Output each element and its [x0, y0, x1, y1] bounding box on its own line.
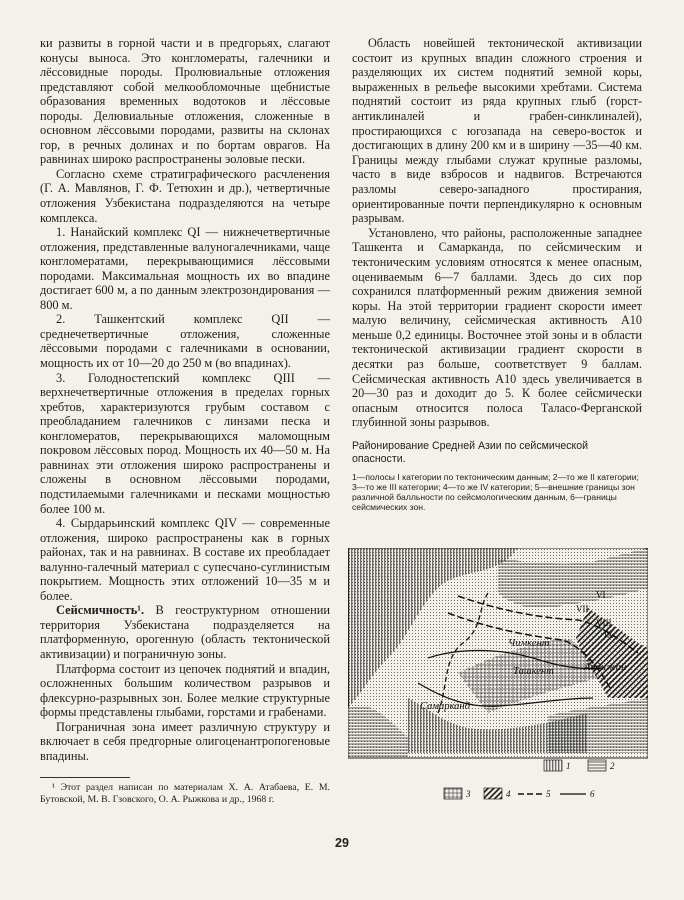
paragraph: 1. Нанайский комплекс QI — нижнечетвертичные отложения, представленные валуногалечниками, чаще конгломератами, перекрывающимися лёссовыми породами. Максимальная мощность их во впадине достигает 600 м, а по данным электрозондирования — 800 м.: [40, 225, 330, 312]
legend-number: 4: [506, 789, 511, 799]
zone-number-label: IX: [604, 630, 614, 640]
seismic-zoning-map: [348, 548, 648, 818]
city-label: Андижан: [584, 662, 627, 673]
footnote-divider: [40, 777, 130, 778]
zone-number-label: VI: [596, 590, 606, 600]
legend-number: 5: [546, 789, 551, 799]
right-column: [352, 36, 642, 512]
legend-swatch-2: [588, 760, 606, 771]
paragraph: Пограничная зона имеет различную структуру и включает в себя предгорные олигоценантропогеновые впадины.: [40, 719, 330, 763]
legend-swatch-3: [444, 788, 462, 799]
city-label: Ташкент: [513, 666, 554, 677]
paragraph: [40, 603, 330, 661]
paragraph: Согласно схеме стратиграфического расчленения (Г. А. Мавлянов, Г. Ф. Тетюхин и др.), четвертичные отложения Узбекистана подразделяются на четыре комплекса.: [40, 166, 330, 225]
section-heading: Сейсмичность¹.: [56, 603, 145, 618]
figure-legend: 1—полосы I категории по тектоническим данным; 2—то же II категории; 3—то же III категории; 4—то же IV категории; 5—внешние границы зон различной балльности по сейсмологическим данным, 6—границы сейсмических зон.: [352, 472, 639, 513]
left-column: [40, 36, 330, 806]
legend-swatch-1: [544, 760, 562, 771]
map-body: [348, 548, 648, 758]
paragraph: 4. Сырдарьинский комплекс QIV — современные отложения, широко распространены как в горных районах, так и на равнинах. В составе их преобладает валунно-галечный материал с супесчано-суглинистым покрытием. Мощность этих отложений 10—35 м и более.: [40, 516, 330, 603]
paragraph: 3. Голодностепский комплекс QIII — верхнечетвертичные отложения в пределах горных хребтов, характеризуются грубым составом с преобладанием галечников с линзами песка и конгломератов, перекрывающихся маломощным покровом лёссовых пород. Мощность их 40—50 м. На равнинах эти отложения широко распространены и сложены в основном лёссовыми породами, подстилаемыми галечниками и песками мощностью более 100 м.: [40, 370, 330, 516]
paragraph: 2. Ташкентский комплекс QII — среднечетвертичные отложения, сложенные лёссовыми породами с галечниками в основании, мощность их от 10—20 до 250 м (во впадинах).: [40, 312, 330, 371]
paragraph: Установлено, что районы, расположенные западнее Ташкента и Самарканда, по сейсмическим и тектоническим условиям относятся к менее опасным, оцениваемым 6—7 баллами. Здесь до сих пор сохранился платформенный режим движения земной коры. На этой территории градиент скорости имеет малую величину, сейсмическая активность A10 меньше 0,2 единицы. Восточнее этой зоны и в области тектонической активизации градиент скорости в десятки раз больше, соответствует 9 баллам. Сейсмическая активность A10 здесь увеличивается в 20—30 раз и доходит до 5. К более сейсмически опасным относится полоса Таласо-Ферганской глубинной зоны разрывов.: [352, 225, 642, 430]
legend-number: 3: [466, 789, 471, 799]
map-legend: [444, 760, 615, 799]
legend-number: 1: [566, 761, 571, 771]
figure-caption: Районирование Средней Азии по сейсмической опасности.: [352, 440, 589, 466]
paragraph: Платформа состоит из цепочек поднятий и впадин, осложненных большим количеством разрывов и флексурно-разрывных зон. Более мелкие структурные формы представлены глыбами, горстами и грабенами.: [40, 661, 330, 720]
legend-number: 6: [590, 789, 595, 799]
paragraph: ки развиты в горной части и в предгорьях, слагают конусы выноса. Это конгломераты, галечники и лёссовидные породы. Пролювиальные отложения представляют собой мелкообломочные щебнистые образования временных водотоков и лёссовые породы. Делювиальные отложения, сложенные в основном лёссовыми породами, развиты на склонах гор, в речных долинах и по бортам оврагов. На равнинах широко распространены эоловые пески.: [40, 36, 330, 167]
paragraph: Область новейшей тектонической активизации состоит из крупных впадин сложного строения и разделяющих их систем поднятий земной коры, выраженных в рельефе высокими хребтами. Система поднятий состоит из ряда крупных глыб (горст-антиклиналей и грабен-синклиналей), простирающихся с югозапада на северо-восток и достигающих в длину 200 км и в ширину —35—40 км. Границы между глыбами служат крупные разломы, часто в виде взбросов и надвигов. Встречаются разломы северо-западного простирания, ориентированные почти перпендикулярно к основным разрывам.: [352, 36, 642, 226]
page-number: 29: [335, 836, 349, 850]
paragraph-text: В геоструктурном отношении территория Узбекистана подразделяется на платформенную, орогенную (область тектонической активизации) и пограничную зоны.: [40, 603, 330, 661]
legend-number: 2: [610, 761, 615, 771]
city-label: Самарканд: [420, 701, 470, 712]
zone-number-label: VIII: [596, 618, 612, 628]
zone-number-label: VII: [576, 604, 589, 614]
city-label: Чимкент: [508, 638, 550, 649]
legend-swatch-4: [484, 788, 502, 799]
footnote: ¹ Этот раздел написан по материалам Х. А. Атабаева, Е. М. Бутовской, М. В. Гзовского, О. А. Рыжкова и др., 1968 г.: [40, 782, 330, 806]
